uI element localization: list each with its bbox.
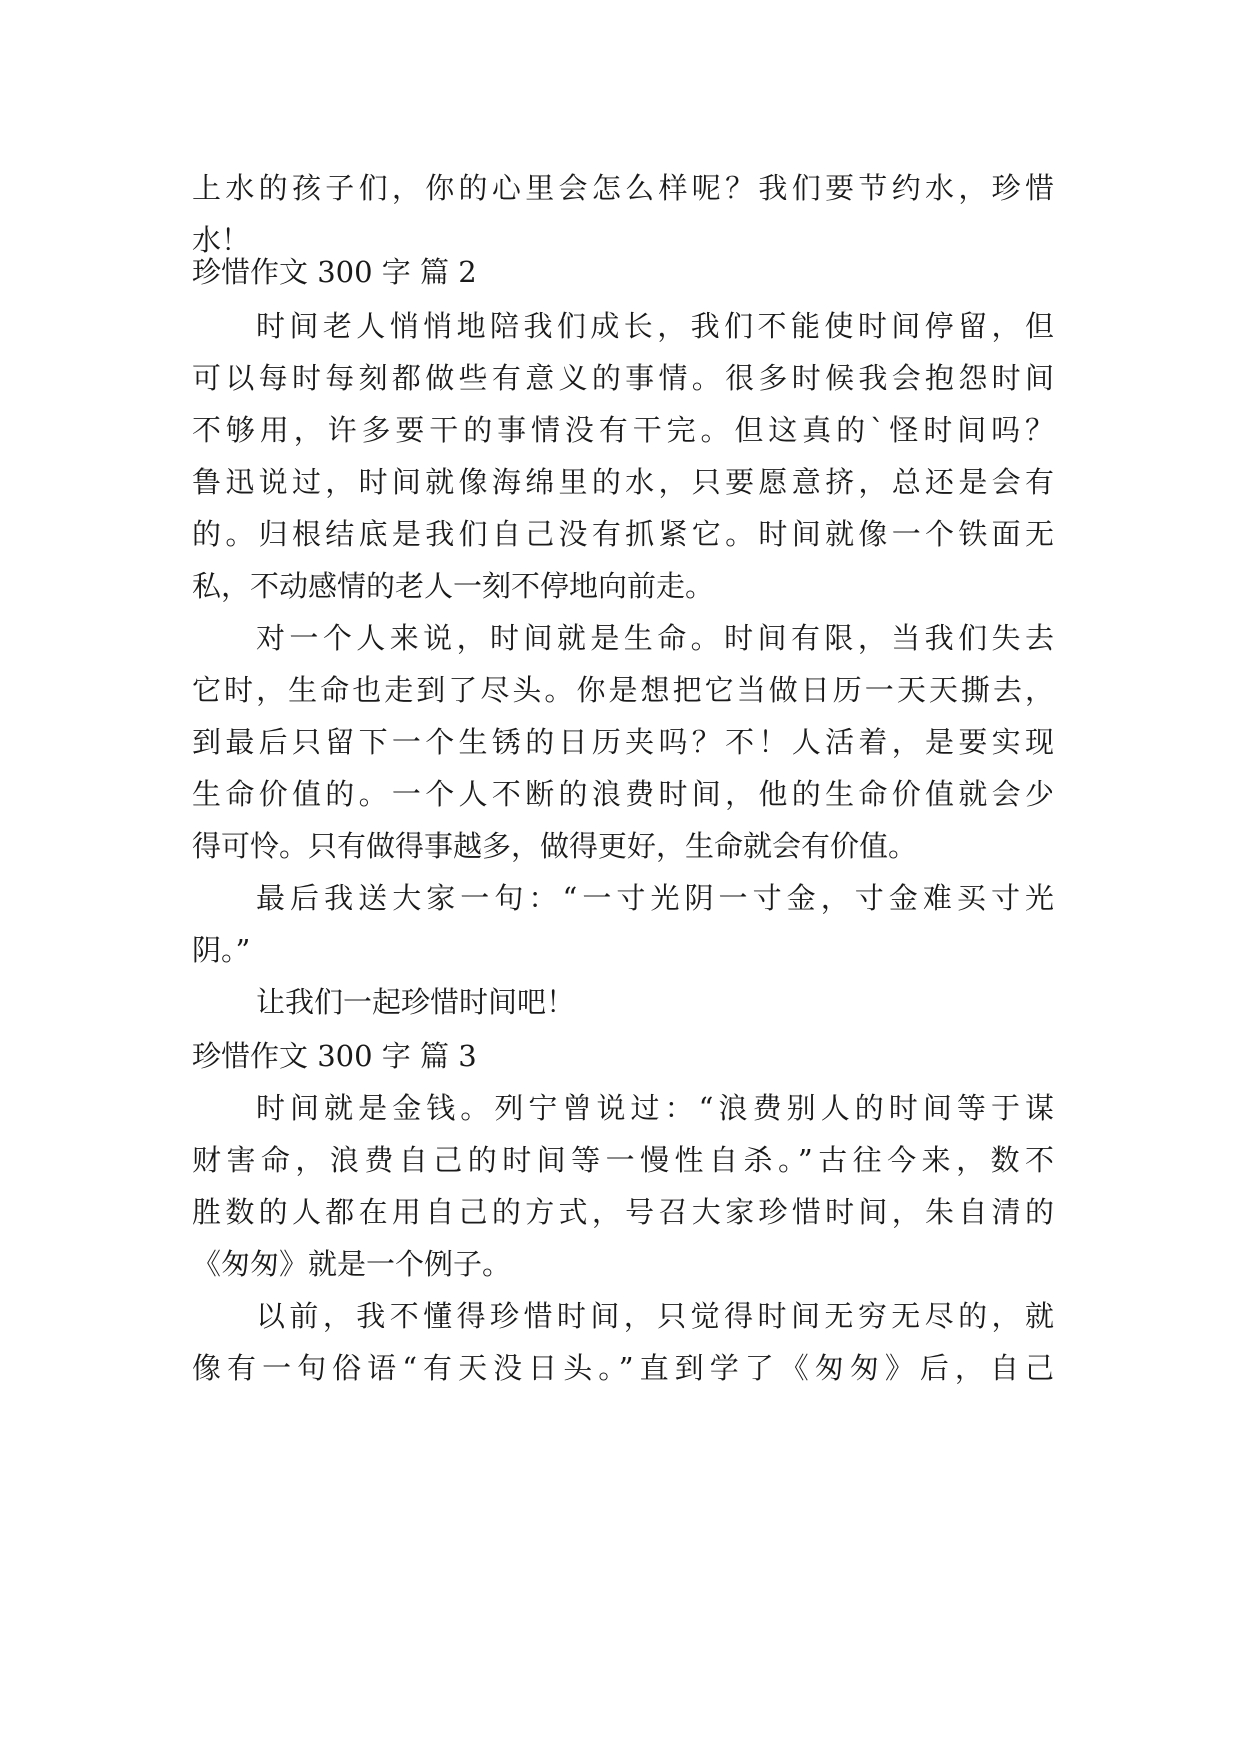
text-line: 不够用，许多要干的事情没有干完。但这真的`怪时间吗？ (192, 413, 1054, 447)
text-line: 可以每时每刻都做些有意义的事情。很多时候我会抱怨时间 (192, 361, 1054, 395)
text-line: 得可怜。只有做得事越多，做得更好，生命就会有价值。 (192, 829, 918, 863)
section-heading: 珍惜作文 300 字 篇 2 (192, 255, 477, 289)
text-line: 阴。” (192, 933, 251, 967)
text-line: 上水的孩子们，你的心里会怎么样呢？我们要节约水，珍惜 (192, 171, 1054, 205)
text-line: 以前，我不懂得珍惜时间，只觉得时间无穷无尽的，就 (256, 1299, 1054, 1333)
text-line: 时间老人悄悄地陪我们成长，我们不能使时间停留，但 (256, 309, 1054, 343)
text-line: 《匆匆》就是一个例子。 (192, 1247, 512, 1281)
text-line: 鲁迅说过，时间就像海绵里的水，只要愿意挤，总还是会有 (192, 465, 1054, 499)
text-line: 财害命，浪费自己的时间等一慢性自杀。”古往今来，数不 (192, 1143, 1054, 1177)
text-line: 时间就是金钱。列宁曾说过：“浪费别人的时间等于谋 (256, 1091, 1054, 1125)
section-heading: 珍惜作文 300 字 篇 3 (192, 1039, 477, 1073)
text-line: 生命价值的。一个人不断的浪费时间，他的生命价值就会少 (192, 777, 1054, 811)
text-line: 让我们一起珍惜时间吧！ (256, 985, 576, 1019)
text-line: 最后我送大家一句：“一寸光阴一寸金，寸金难买寸光 (256, 881, 1054, 915)
text-line: 胜数的人都在用自己的方式，号召大家珍惜时间，朱自清的 (192, 1195, 1054, 1229)
text-line: 到最后只留下一个生锈的日历夹吗？不！人活着，是要实现 (192, 725, 1054, 759)
text-line: 对一个人来说，时间就是生命。时间有限，当我们失去 (256, 621, 1054, 655)
text-line: 水！ (192, 223, 251, 257)
text-line: 的。归根结底是我们自己没有抓紧它。时间就像一个铁面无 (192, 517, 1054, 551)
text-line: 像有一句俗语“有天没日头。”直到学了《匆匆》后，自己 (192, 1351, 1054, 1385)
text-line: 私，不动感情的老人一刻不停地向前走。 (192, 569, 715, 603)
text-line: 它时，生命也走到了尽头。你是想把它当做日历一天天撕去， (192, 673, 1054, 707)
